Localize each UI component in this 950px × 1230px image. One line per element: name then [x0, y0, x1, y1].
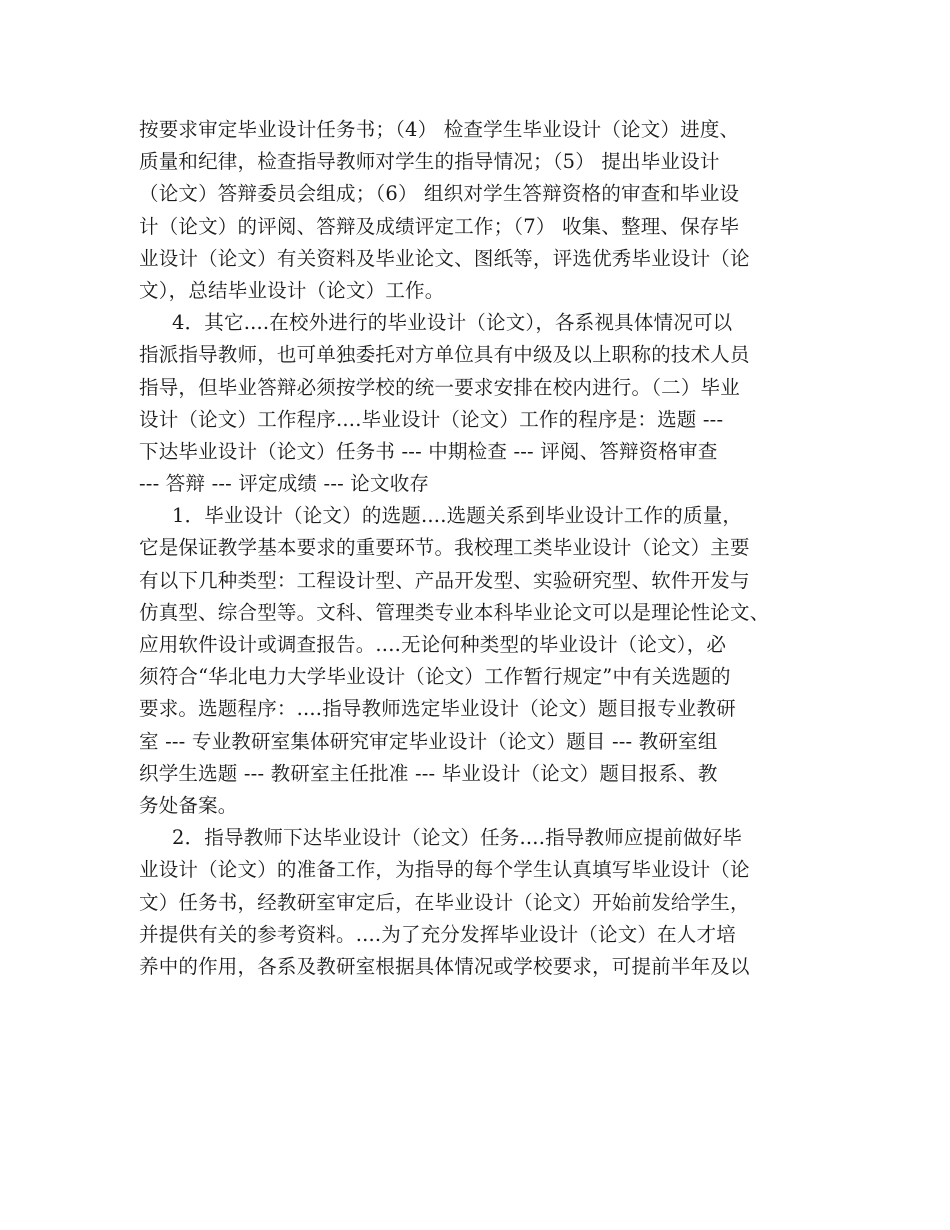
- text-line: 计（论文）的评阅、答辩及成绩评定工作；（7） 收集、整理、保存毕: [139, 214, 740, 238]
- text-line: 织学生选题 --- 教研室主任批准 --- 毕业设计（论文）题目报系、教: [139, 761, 718, 785]
- text-line: 1．毕业设计（论文）的选题....选题关系到毕业设计工作的质量，: [172, 504, 743, 528]
- text-line: （论文）答辩委员会组成；（6） 组织对学生答辩资格的审查和毕业设: [139, 182, 740, 206]
- text-line: 4．其它....在校外进行的毕业设计（论文），各系视具体情况可以: [172, 311, 733, 335]
- text-line: 务处备案。: [139, 793, 238, 817]
- text-line: 设计（论文）工作程序....毕业设计（论文）工作的程序是：选题 ---: [139, 407, 724, 431]
- text-line: 养中的作用，各系及教研室根据具体情况或学校要求，可提前半年及以: [139, 954, 750, 978]
- text-line: 要求。选题程序：....指导教师选定毕业设计（论文）题目报专业教研: [139, 697, 736, 721]
- text-line: 文），总结毕业设计（论文）工作。: [139, 278, 445, 302]
- text-line: 须符合“华北电力大学毕业设计（论文）工作暂行规定”中有关选题的: [139, 665, 731, 689]
- text-line: 指导，但毕业答辩必须按学校的统一要求安排在校内进行。（二）毕业: [139, 375, 740, 399]
- text-line: 质量和纪律，检查指导教师对学生的指导情况；（5） 提出毕业设计: [139, 150, 720, 174]
- text-line: 文）任务书，经教研室审定后，在毕业设计（论文）开始前发给学生，: [139, 890, 750, 914]
- text-line: 有以下几种类型：工程设计型、产品开发型、实验研究型、软件开发与: [139, 568, 750, 592]
- text-line: 指派指导教师，也可单独委托对方单位具有中级及以上职称的技术人员: [139, 343, 750, 367]
- text-line: 业设计（论文）有关资料及毕业论文、图纸等，评选优秀毕业设计（论: [139, 246, 750, 270]
- text-line: 它是保证教学基本要求的重要环节。我校理工类毕业设计（论文）主要: [139, 536, 750, 560]
- text-line: 业设计（论文）的准备工作，为指导的每个学生认真填写毕业设计（论: [139, 858, 750, 882]
- document-body: [139, 114, 829, 983]
- text-line: 并提供有关的参考资料。....为了充分发挥毕业设计（论文）在人才培: [139, 922, 736, 946]
- text-line: 室 --- 专业教研室集体研究审定毕业设计（论文）题目 --- 教研室组: [139, 729, 718, 753]
- text-line: 仿真型、综合型等。文科、管理类专业本科毕业论文可以是理论性论文、: [139, 600, 770, 624]
- text-line: 2．指导教师下达毕业设计（论文）任务....指导教师应提前做好毕: [172, 826, 743, 850]
- text-line: 下达毕业设计（论文）任务书 --- 中期检查 --- 评阅、答辩资格审查: [139, 439, 718, 463]
- text-line: 按要求审定毕业设计任务书；（4） 检查学生毕业设计（论文）进度、: [139, 118, 740, 141]
- text-line: --- 答辩 --- 评定成绩 --- 论文收存: [139, 472, 430, 496]
- text-line: 应用软件设计或调查报告。....无论何种类型的毕业设计（论文），必: [139, 633, 727, 656]
